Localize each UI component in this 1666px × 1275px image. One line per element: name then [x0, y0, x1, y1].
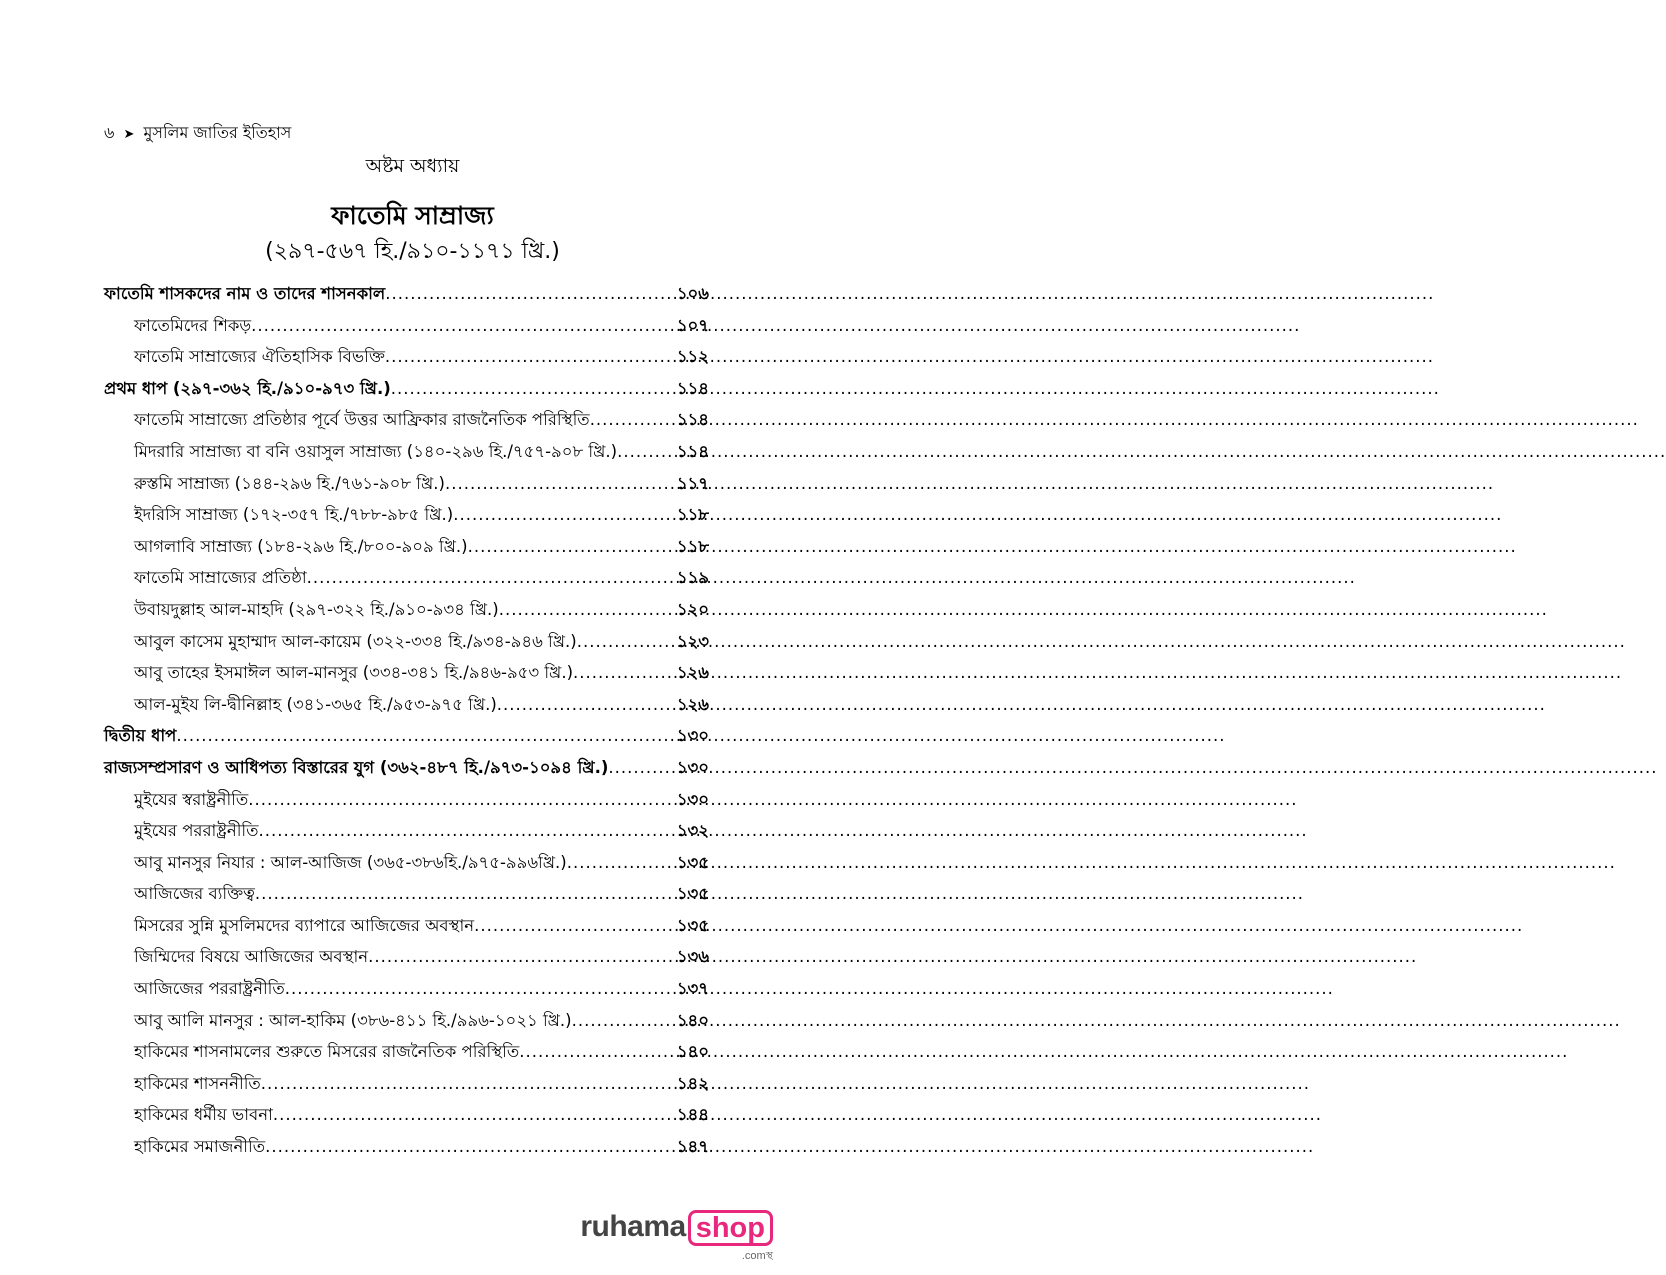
dot-leader	[255, 878, 677, 910]
toc-entry-title: আবু আলি মানসুর : আল-হাকিম (৩৮৬-৪১১ হি./৯৯৬-১০২১ খ্রি.)	[134, 1010, 572, 1030]
toc-entry	[104, 310, 709, 342]
dot-leader	[391, 373, 677, 405]
toc-entry-page: ১৪২	[676, 1073, 709, 1093]
toc-entry-title: উবায়দুল্লাহ আল-মাহদি (২৯৭-৩২২ হি./৯১০-৯৩৪ খ্রি.)	[134, 599, 499, 619]
toc-entry-title: হাকিমের শাসনামলের শুরুতে মিসরের রাজনৈতিক পরিস্থিতি	[134, 1042, 520, 1062]
toc-entry-title: আল-মুইয লি-দ্বীনিল্লাহ (৩৪১-৩৬৫ হি./৯৫৩-৯৭৫ খ্রি.)	[134, 694, 497, 714]
dot-leader	[577, 626, 677, 658]
toc-entry	[104, 436, 709, 468]
toc-entry-page: ১০৬	[676, 284, 709, 303]
dot-leader	[590, 404, 677, 436]
toc-entry	[104, 784, 709, 816]
toc-entry-page: ১৩২	[676, 821, 709, 841]
toc-entry-title: ফাতেমি শাসকদের নাম ও তাদের শাসনকাল	[104, 284, 386, 303]
toc-entry	[104, 531, 709, 563]
toc-entry-title: হাকিমের সমাজনীতি	[134, 1137, 266, 1157]
logo-text-ruhama: ruhama	[580, 1210, 686, 1243]
toc-entry	[104, 973, 709, 1005]
toc-entry-title: আজিজের পররাষ্ট্রনীতি	[134, 979, 285, 999]
toc-entry-page: ১১৯	[676, 568, 709, 588]
toc-entry	[104, 1131, 709, 1163]
toc-entry	[104, 404, 709, 436]
arrow-icon: ➤	[123, 127, 135, 142]
toc-entry	[104, 373, 709, 405]
toc-entry-page: ১৩০	[676, 726, 709, 746]
toc-entry	[104, 1099, 709, 1131]
toc-entry	[104, 910, 709, 942]
toc-entry-title: ইদরিসি সাম্রাজ্য (১৭২-৩৫৭ হি./৭৮৮-৯৮৫ খ্রি.)	[134, 505, 454, 525]
toc-entry-page: ১১৪	[676, 378, 709, 398]
toc-entry	[104, 878, 709, 910]
toc-entry-title: মুইযের পররাষ্ট্রনীতি	[134, 821, 259, 841]
dot-leader	[445, 468, 677, 500]
toc-entry-page: ১১২	[676, 347, 709, 367]
toc-entry-page: ১৩০	[676, 757, 709, 777]
page-number: ৬	[104, 123, 115, 142]
toc-entry-title: মিদরারি সাম্রাজ্য বা বনি ওয়াসুল সাম্রাজ্য (১৪০-২৯৬ হি./৭৫৭-৯০৮ খ্রি.)	[134, 441, 618, 461]
dot-leader	[519, 1036, 677, 1068]
toc-entry-page: ১১৮	[676, 536, 709, 556]
toc-entry-page: ১৪০	[676, 1042, 709, 1062]
dot-leader	[608, 752, 676, 784]
toc-entry-page: ১০৭	[676, 315, 709, 335]
toc-entry-page: ১৪৭	[676, 1137, 709, 1157]
toc-entry-page: ১২৩	[676, 631, 709, 651]
chapter-label: অষ্টম অধ্যায়	[365, 155, 460, 177]
toc-entry	[104, 847, 709, 879]
dot-leader	[499, 594, 677, 626]
toc-entry	[104, 815, 709, 847]
table-of-contents	[104, 278, 709, 1163]
toc-entry-page: ১৩৭	[676, 979, 709, 999]
dot-leader	[474, 910, 677, 942]
toc-entry-page: ১৩০	[676, 789, 709, 809]
toc-entry	[104, 657, 709, 689]
toc-entry-title: আগলাবি সাম্রাজ্য (১৮৪-২৯৬ হি./৮০০-৯০৯ খ্রি.)	[134, 536, 468, 556]
toc-entry-title: ফাতেমি সাম্রাজ্যের ঐতিহাসিক বিভক্তি	[134, 347, 385, 367]
toc-entry	[104, 626, 709, 658]
dot-leader	[248, 784, 677, 816]
toc-entry	[104, 341, 709, 373]
dot-leader	[385, 278, 677, 310]
logo-text-shop: shop	[688, 1210, 773, 1246]
book-title: মুসলিম জাতির ইতিহাস	[143, 123, 292, 142]
toc-entry	[104, 1068, 709, 1100]
dot-leader	[265, 1131, 677, 1163]
dot-leader	[251, 310, 677, 342]
toc-entry-title: আবু মানসুর নিযার : আল-আজিজ (৩৬৫-৩৮৬হি./৯৭৫-৯৯৬খ্রি.)	[134, 852, 567, 872]
toc-entry-title: মিসরের সুন্নি মুসলিমদের ব্যাপারে আজিজের অবস্থান	[134, 915, 475, 935]
toc-entry	[104, 562, 709, 594]
toc-entry-title: আবু তাহের ইসমাঈল আল-মানসুর (৩৩৪-৩৪১ হি./৯৪৬-৯৫৩ খ্রি.)	[134, 663, 574, 683]
dot-leader	[453, 499, 677, 531]
dot-leader	[617, 436, 677, 468]
dot-leader	[385, 341, 677, 373]
dot-leader	[261, 1068, 677, 1100]
toc-entry-title: ফাতেমি সাম্রাজ্যে প্রতিষ্ঠার পূর্বে উত্তর আফ্রিকার রাজনৈতিক পরিস্থিতি	[134, 410, 590, 430]
dot-leader	[259, 815, 677, 847]
chapter-title: ফাতেমি সাম্রাজ্য	[331, 201, 494, 230]
toc-entry-title: আবুল কাসেম মুহাম্মাদ আল-কায়েম (৩২২-৩৩৪ হি./৯৩৪-৯৪৬ খ্রি.)	[134, 631, 577, 651]
toc-entry-page: ১৩৫	[676, 915, 709, 935]
logo-shop-wrap	[688, 1210, 773, 1266]
toc-entry-title: হাকিমের ধর্মীয় ভাবনা	[134, 1105, 273, 1125]
ruhamashop-logo	[580, 1210, 773, 1266]
toc-entry	[104, 468, 709, 500]
dot-leader	[307, 562, 677, 594]
toc-entry	[104, 941, 709, 973]
toc-entry-title: জিম্মিদের বিষয়ে আজিজের অবস্থান	[134, 947, 369, 967]
dot-leader	[567, 847, 677, 879]
toc-entry-page: ১১৮	[676, 505, 709, 525]
toc-entry-title: হাকিমের শাসননীতি	[134, 1073, 261, 1093]
toc-entry	[104, 594, 709, 626]
toc-entry-page: ১১৪	[676, 410, 709, 430]
toc-entry	[104, 499, 709, 531]
toc-entry	[104, 689, 709, 721]
dot-leader	[468, 531, 677, 563]
chapter-dates: (২৯৭-৫৬৭ হি./৯১০-১১৭১ খ্রি.)	[265, 239, 560, 264]
toc-entry	[104, 752, 709, 784]
toc-entry-page: ১২৬	[676, 694, 709, 714]
dot-leader	[176, 720, 677, 752]
toc-entry-title: ফাতেমিদের শিকড়	[134, 315, 252, 335]
toc-entry	[104, 1036, 709, 1068]
dot-leader	[368, 941, 677, 973]
toc-entry	[104, 1005, 709, 1037]
toc-entry-title: দ্বিতীয় ধাপ	[104, 726, 177, 746]
toc-entry-page: ১১৭	[676, 473, 709, 493]
toc-entry-page: ১২০	[676, 599, 709, 619]
running-head	[104, 120, 291, 147]
toc-entry-title: রাজ্যসম্প্রসারণ ও আধিপত্য বিস্তারের যুগ (৩৬২-৪৮৭ হি./৯৭৩-১০৯৪ খ্রি.)	[104, 757, 609, 777]
toc-entry-page: ১২৬	[676, 663, 709, 683]
toc-entry-title: রুস্তমি সাম্রাজ্য (১৪৪-২৯৬ হি./৭৬১-৯০৮ খ্রি.)	[134, 473, 445, 493]
toc-entry-title: আজিজের ব্যক্তিত্ব	[134, 884, 255, 904]
toc-entry	[104, 278, 709, 310]
toc-entry-page: ১৩৫	[676, 884, 709, 904]
toc-entry	[104, 720, 709, 752]
dot-leader	[497, 689, 677, 721]
toc-entry-page: ১৩৬	[676, 947, 709, 967]
toc-entry-page: ১৪৪	[676, 1105, 709, 1125]
toc-entry-title: প্রথম ধাপ (২৯৭-৩৬২ হি./৯১০-৯৭৩ খ্রি.)	[104, 378, 391, 398]
dot-leader	[572, 1005, 677, 1037]
logo-suffix: .comস্থ	[741, 1250, 773, 1262]
dot-leader	[573, 657, 677, 689]
toc-entry-page: ১১৪	[676, 441, 709, 461]
dot-leader	[285, 973, 677, 1005]
toc-entry-title: ফাতেমি সাম্রাজ্যের প্রতিষ্ঠা	[134, 568, 307, 588]
toc-entry-page: ১৪০	[676, 1010, 709, 1030]
toc-entry-page: ১৩৫	[676, 852, 709, 872]
dot-leader	[273, 1099, 677, 1131]
toc-entry-title: মুইযের স্বরাষ্ট্রনীতি	[134, 789, 249, 809]
